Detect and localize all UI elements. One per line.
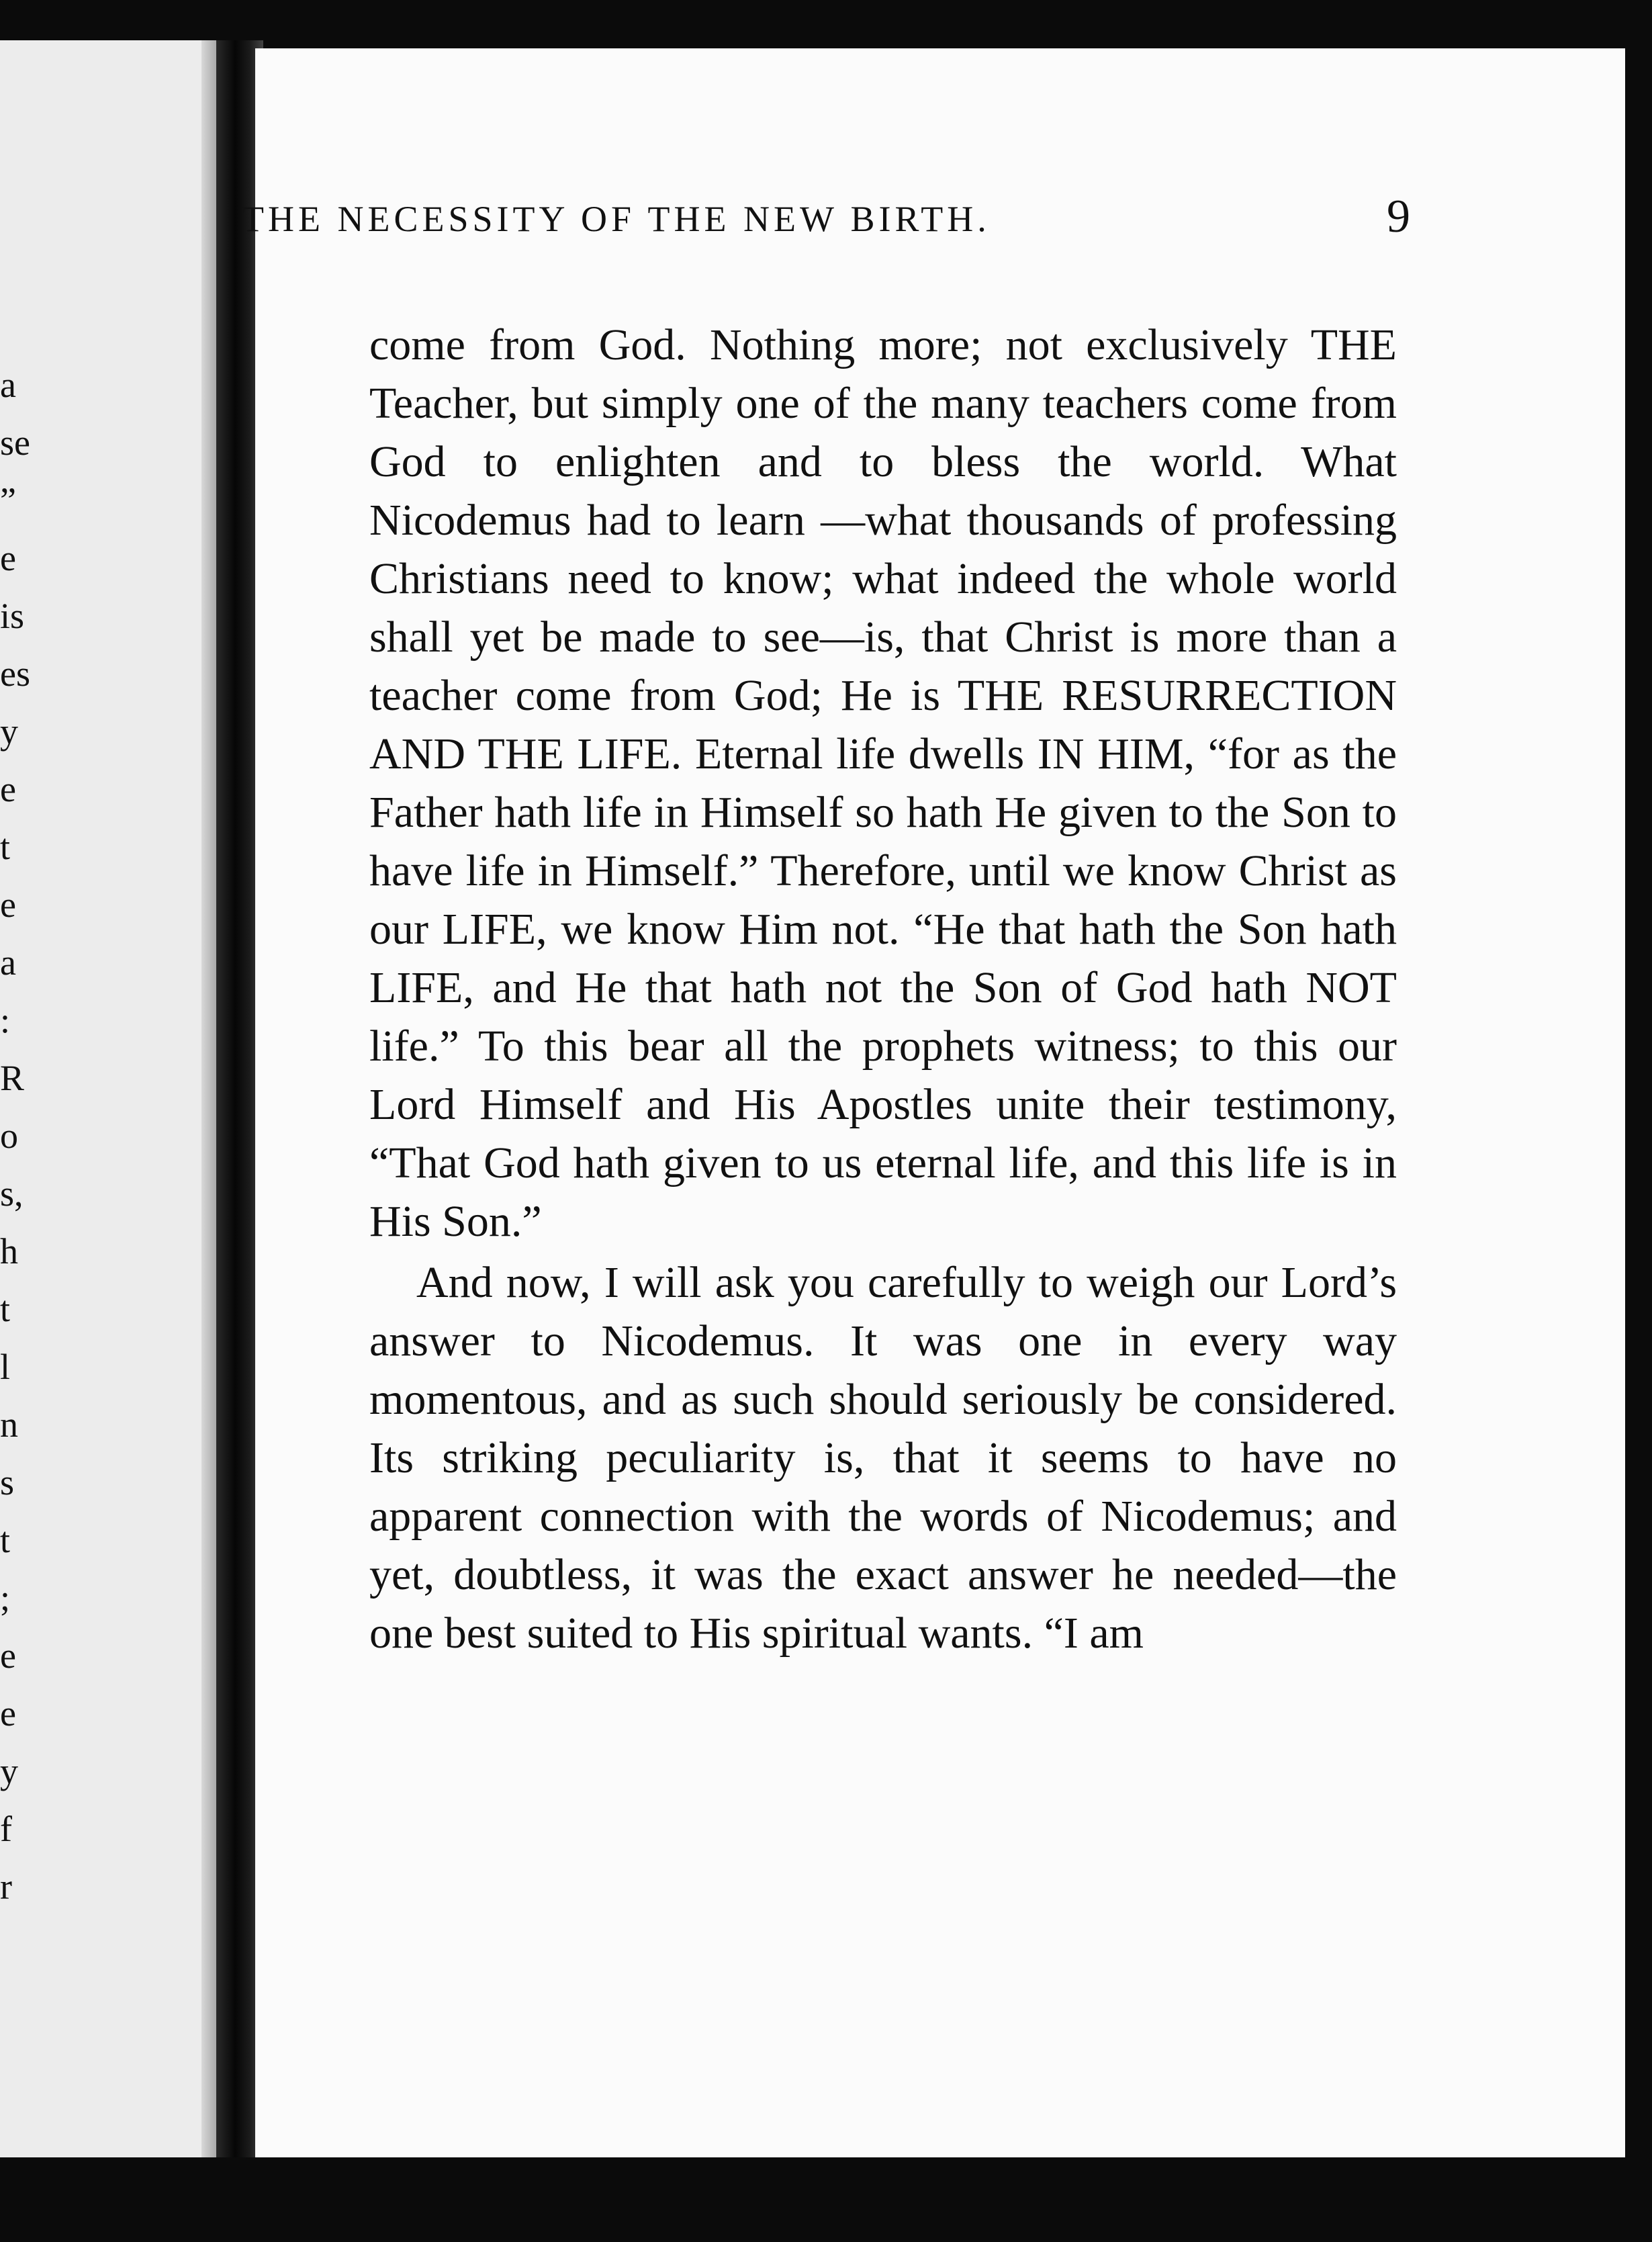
facing-page-char: a <box>0 942 16 983</box>
facing-page-char: es <box>0 654 30 694</box>
facing-page-char: e <box>0 1635 16 1676</box>
facing-page-char: e <box>0 769 16 809</box>
facing-page-char: ” <box>0 480 16 521</box>
facing-page-char: t <box>0 1289 11 1329</box>
facing-page-char: s <box>0 1462 15 1503</box>
facing-page-char: e <box>0 885 16 925</box>
facing-page-text-edge <box>0 356 30 1916</box>
page-header <box>242 185 1410 265</box>
running-head: THE NECESSITY OF THE NEW BIRTH. <box>242 199 991 239</box>
facing-page <box>0 40 222 2242</box>
facing-page-char: l <box>0 1347 11 1387</box>
facing-page-char: r <box>0 1867 12 1907</box>
facing-page-char: ; <box>0 1578 11 1618</box>
facing-page-char: R <box>0 1058 25 1098</box>
facing-page-char: h <box>0 1231 18 1271</box>
facing-page-char: n <box>0 1404 18 1445</box>
facing-page-char: y <box>0 711 18 752</box>
facing-page-char: t <box>0 827 11 867</box>
facing-page-char: t <box>0 1520 11 1560</box>
facing-page-char: f <box>0 1809 12 1849</box>
facing-page-char: se <box>0 422 30 463</box>
facing-page-char: e <box>0 1693 16 1734</box>
page-number: 9 <box>1387 191 1410 242</box>
facing-page-char: a <box>0 365 16 405</box>
paragraph: come from God. Nothing more; not exclusively THE Teacher, but simply one of the many teachers come from God to enlighten and to bless the world. What Nicodemus had to learn —what thousands of professing Christians need to know; what indeed the whole world shall yet be made to see—is, that Christ is more than a teacher come from God; He is THE RESURRECTION AND THE LIFE. Eternal life dwells IN HIM, “for as the Father hath life in Himself so hath He given to the Son to have life in Himself.” Therefore, until we know Christ as our LIFE, we know Him not. “He that hath the Son hath LIFE, and He that hath not the Son of God hath NOT life.” To this bear all the prophets witness; to this our Lord Himself and His Apostles unite their testimony, “That God hath given to us eternal life, and this life is in His Son.” <box>369 320 1397 1246</box>
facing-page-char: o <box>0 1116 18 1156</box>
facing-page-char: s, <box>0 1173 24 1214</box>
facing-page-char: is <box>0 596 25 636</box>
scan-border <box>0 2157 1652 2242</box>
facing-page-char: y <box>0 1751 18 1791</box>
body-text <box>369 316 1397 1662</box>
paragraph: And now, I will ask you carefully to weigh our Lord’s answer to Nicodemus. It was one in every way momentous, and as such should seriously be considered. Its striking peculiarity is, that it seems to have no apparent connection with the words of Nicodemus; and yet, doubtless, it was the exact answer he needed—the one best suited to His spiritual wants. “I am <box>369 1258 1397 1658</box>
facing-page-char: : <box>0 1000 11 1040</box>
facing-page-char: e <box>0 538 16 578</box>
